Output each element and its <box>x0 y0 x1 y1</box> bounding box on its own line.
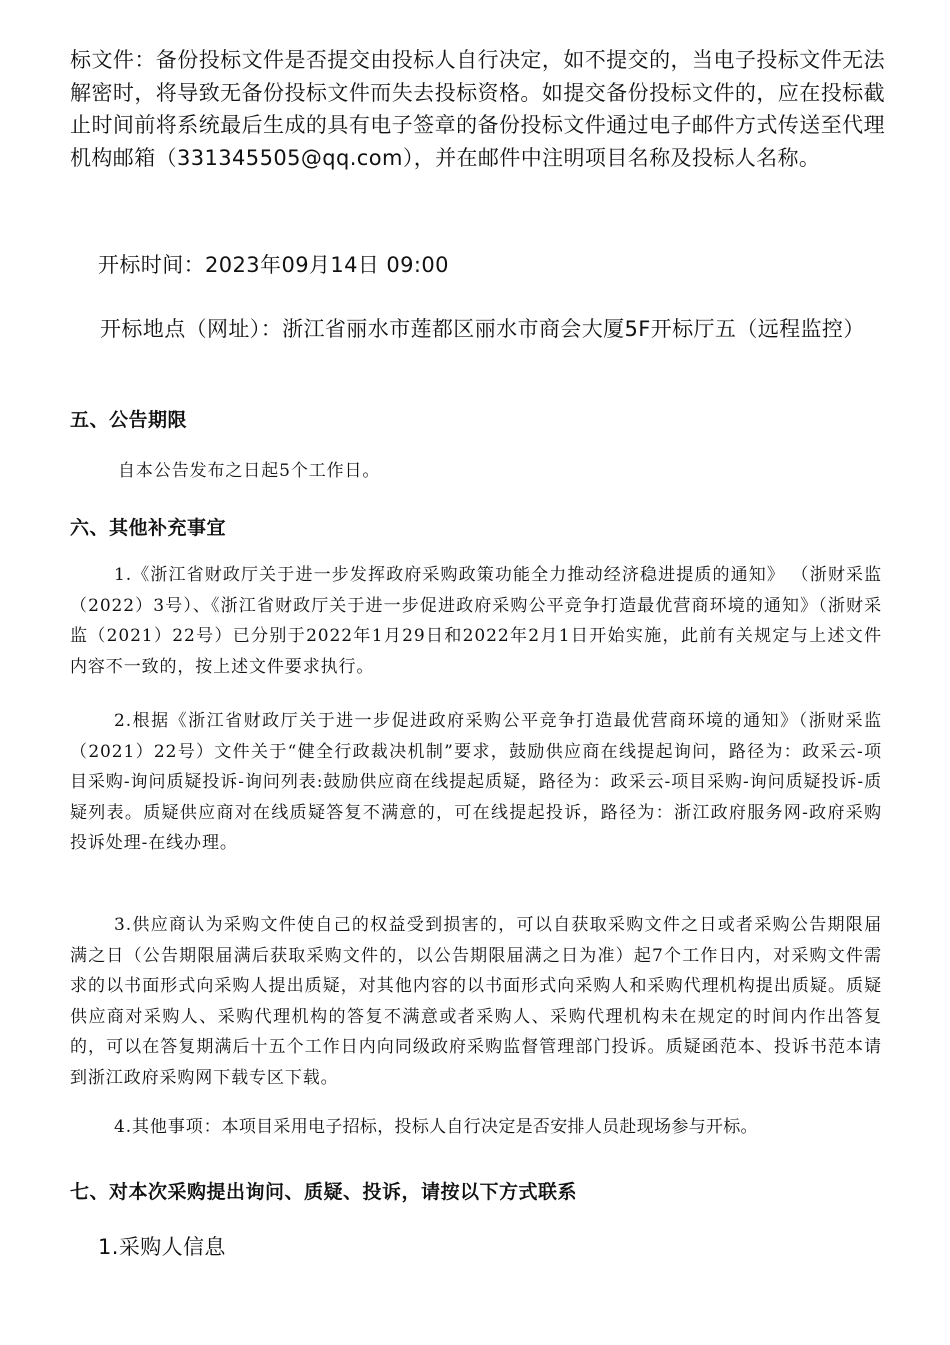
section6-item3: 3.供应商认为采购文件使自己的权益受到损害的，可以自获取采购文件之日或者采购公告期限届满之日（公告期限届满后获取采购文件的，以公告期限届满之日为准）起7个工作日内，对采购文件需求的以书面形式向采购人提出质疑，对其他内容的以书面形式向采购人和采购代理机构提出质疑。质疑供应商对采购人、采购代理机构的答复不满意或者采购人、采购代理机构未在规定的时间内作出答复的，可以在答复期满后十五个工作日内向同级政府采购监督管理部门投诉。质疑函范本、投诉书范本请到浙江政府采购网下载专区下载。 <box>70 915 882 1088</box>
section5-text: 自本公告发布之日起5个工作日。 <box>118 461 381 481</box>
section7-sub1: 1.采购人信息 <box>98 1235 226 1259</box>
opening-time: 开标时间：2023年09月14日 09:00 <box>98 253 449 277</box>
section6-item2: 2.根据《浙江省财政厅关于进一步促进政府采购公平竞争打造最优营商环境的通知》（浙财采监（2021）22号）文件关于“健全行政裁决机制”要求，鼓励供应商在线提起询问，路径为：政采云-项目采购-询问质疑投诉-询问列表:鼓励供应商在线提起质疑，路径为：政采云-项目采购-询问质疑投诉-质疑列表。质疑供应商对在线质疑答复不满意的，可在线提起投诉，路径为：浙江政府服务网-政府采购投诉处理-在线办理。 <box>70 711 882 853</box>
section7-heading: 七、对本次采购提出询问、质疑、投诉，请按以下方式联系 <box>70 1181 578 1203</box>
section5-heading: 五、公告期限 <box>70 409 188 431</box>
section6-item4-text: 本项目采用电子招标，投标人自行决定是否安排人员赴现场参与开标。 <box>221 1117 758 1137</box>
section6-item4 <box>70 1112 882 1143</box>
intro-paragraph: 标文件：备份投标文件是否提交由投标人自行决定，如不提交的，当电子投标文件无法解密时，将导致无备份投标文件而失去投标资格。如提交备份投标文件的，应在投标截止时间前将系统最后生成的具有电子签章的备份投标文件通过电子邮件方式传送至代理机构邮箱（331345505@qq.com），并在邮件中注明项目名称及投标人名称。 <box>70 48 885 170</box>
section6-item4-prefix: 4.其他事项： <box>114 1117 222 1137</box>
opening-location: 开标地点（网址）：浙江省丽水市莲都区丽水市商会大厦5F开标厅五（远程监控） <box>100 317 865 341</box>
section6-item1: 1.《浙江省财政厅关于进一步发挥政府采购政策功能全力推动经济稳进提质的通知》 （浙财采监（2022）3号）、《浙江省财政厅关于进一步促进政府采购公平竞争打造最优营商环境的通知》（浙财采监（2021）22号）已分别于2022年1月29日和2022年2月1日开始实施，此前有关规定与上述文件内容不一致的，按上述文件要求执行。 <box>70 565 882 677</box>
section6-heading: 六、其他补充事宜 <box>70 517 227 539</box>
